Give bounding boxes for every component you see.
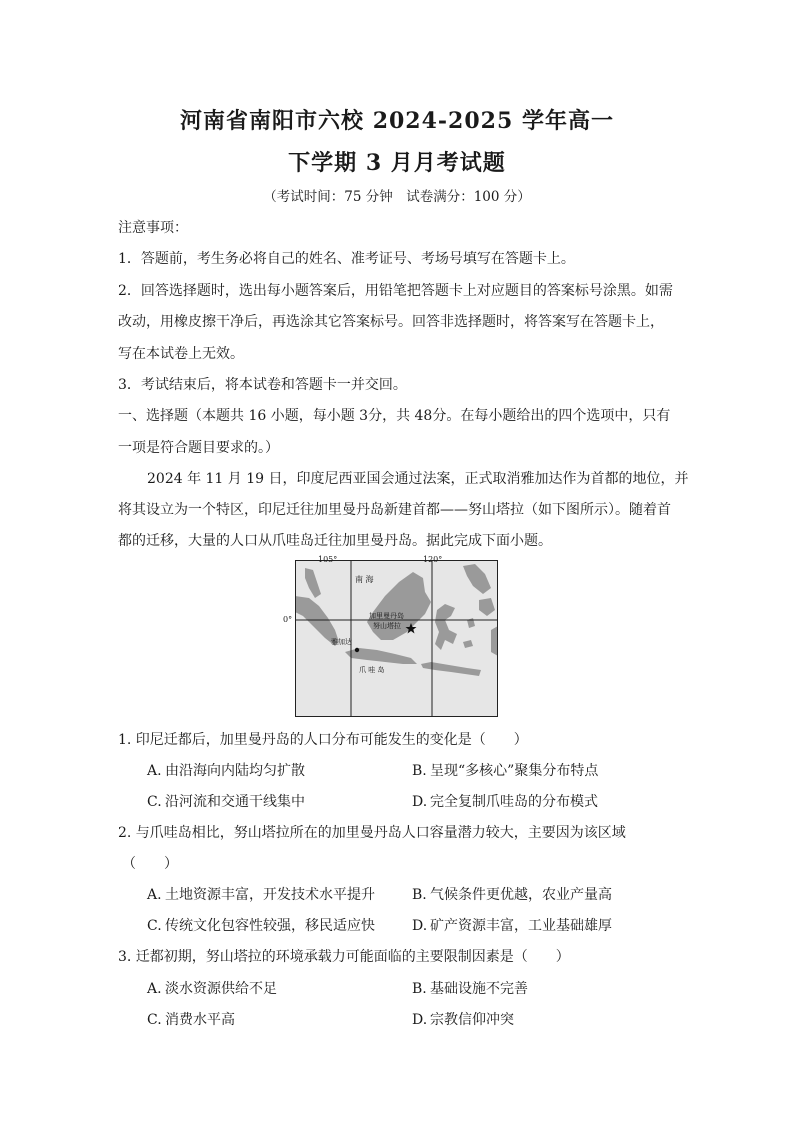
question-2-option-b: B. 气候条件更优越，农业产量高 <box>412 887 612 903</box>
section-heading-cont: 一项是符合题目要求的。） <box>118 440 279 456</box>
question-2-stem-cont: （ ） <box>122 856 178 872</box>
question-3-option-a: A. 淡水资源供给不足 <box>147 981 277 997</box>
map-label-kalimantan: 加里曼丹岛 <box>369 612 404 620</box>
note-1: 1．答题前，考生务必将自己的姓名、准考证号、考场号填写在答题卡上。 <box>118 251 575 267</box>
passage-line-3: 都的迁移，大量的人口从爪哇岛迁往加里曼丹岛。据此完成下面小题。 <box>118 533 552 549</box>
note-2: 2．回答选择题时，选出每小题答案后，用铅笔把答题卡上对应题目的答案标号涂黑。如需 <box>118 283 673 299</box>
question-2-option-c: C. 传统文化包容性较强，移民适应快 <box>147 918 375 934</box>
passage-line-1: 2024 年 11 月 19 日，印度尼西亚国会通过法案，正式取消雅加达作为首都的地位，并 <box>147 471 689 487</box>
map-lon-label-105: 105° <box>318 555 338 564</box>
section-heading: 一、选择题（本题共 16 小题，每小题 3分，共 48分。在每小题给出的四个选项中，只有 <box>118 408 671 424</box>
question-2-option-d: D. 矿产资源丰富，工业基础雄厚 <box>412 918 612 934</box>
question-2-option-a: A. 土地资源丰富，开发技术水平提升 <box>147 887 375 903</box>
question-1-option-c: C. 沿河流和交通干线集中 <box>147 794 305 810</box>
question-3-option-c: C. 消费水平高 <box>147 1012 235 1028</box>
question-1-option-d: D. 完全复制爪哇岛的分布模式 <box>412 794 598 810</box>
indonesia-map <box>295 560 498 717</box>
map-label-nusantara: 努山塔拉 <box>373 622 401 630</box>
question-3-option-b: B. 基础设施不完善 <box>412 981 528 997</box>
map-lon-label-120: 120° <box>423 555 443 564</box>
map-label-java: 爪 哇 岛 <box>359 666 385 674</box>
question-1-option-b: B. 呈现“多核心”聚集分布特点 <box>412 763 599 779</box>
note-2-cont: 改动，用橡皮擦干净后，再选涂其它答案标号。回答非选择题时，将答案写在答题卡上， <box>118 314 664 330</box>
exam-time-and-score: （考试时间：75 分钟 试卷满分：100 分） <box>263 189 531 205</box>
map-label-jakarta: 雅加达 <box>331 638 352 646</box>
note-2-cont-2: 写在本试卷上无效。 <box>118 346 244 362</box>
jakarta-dot-icon <box>355 648 359 652</box>
question-3-stem: 3. 迁都初期，努山塔拉的环境承载力可能面临的主要限制因素是（ ） <box>118 949 570 965</box>
passage-line-2: 将其设立为一个特区，印尼迁往加里曼丹岛新建首都——努山塔拉（如下图所示）。随着首 <box>118 502 671 518</box>
question-3-option-d: D. 宗教信仰冲突 <box>412 1012 514 1028</box>
map-label-south-china-sea: 南 海 <box>355 575 374 584</box>
map-lat-label-0: 0° <box>283 615 293 624</box>
question-1-stem: 1. 印尼迁都后，加里曼丹岛的人口分布可能发生的变化是（ ） <box>118 732 528 748</box>
document-title-line-2: 下学期 3 月月考试题 <box>288 150 506 176</box>
note-3: 3．考试结束后，将本试卷和答题卡一并交回。 <box>118 377 407 393</box>
question-1-option-a: A. 由沿海向内陆均匀扩散 <box>147 763 305 779</box>
document-title-line-1: 河南省南阳市六校 2024-2025 学年高一 <box>180 108 614 134</box>
notes-heading: 注意事项： <box>118 220 188 236</box>
question-2-stem: 2. 与爪哇岛相比，努山塔拉所在的加里曼丹岛人口容量潜力较大，主要因为该区域 <box>118 825 626 841</box>
